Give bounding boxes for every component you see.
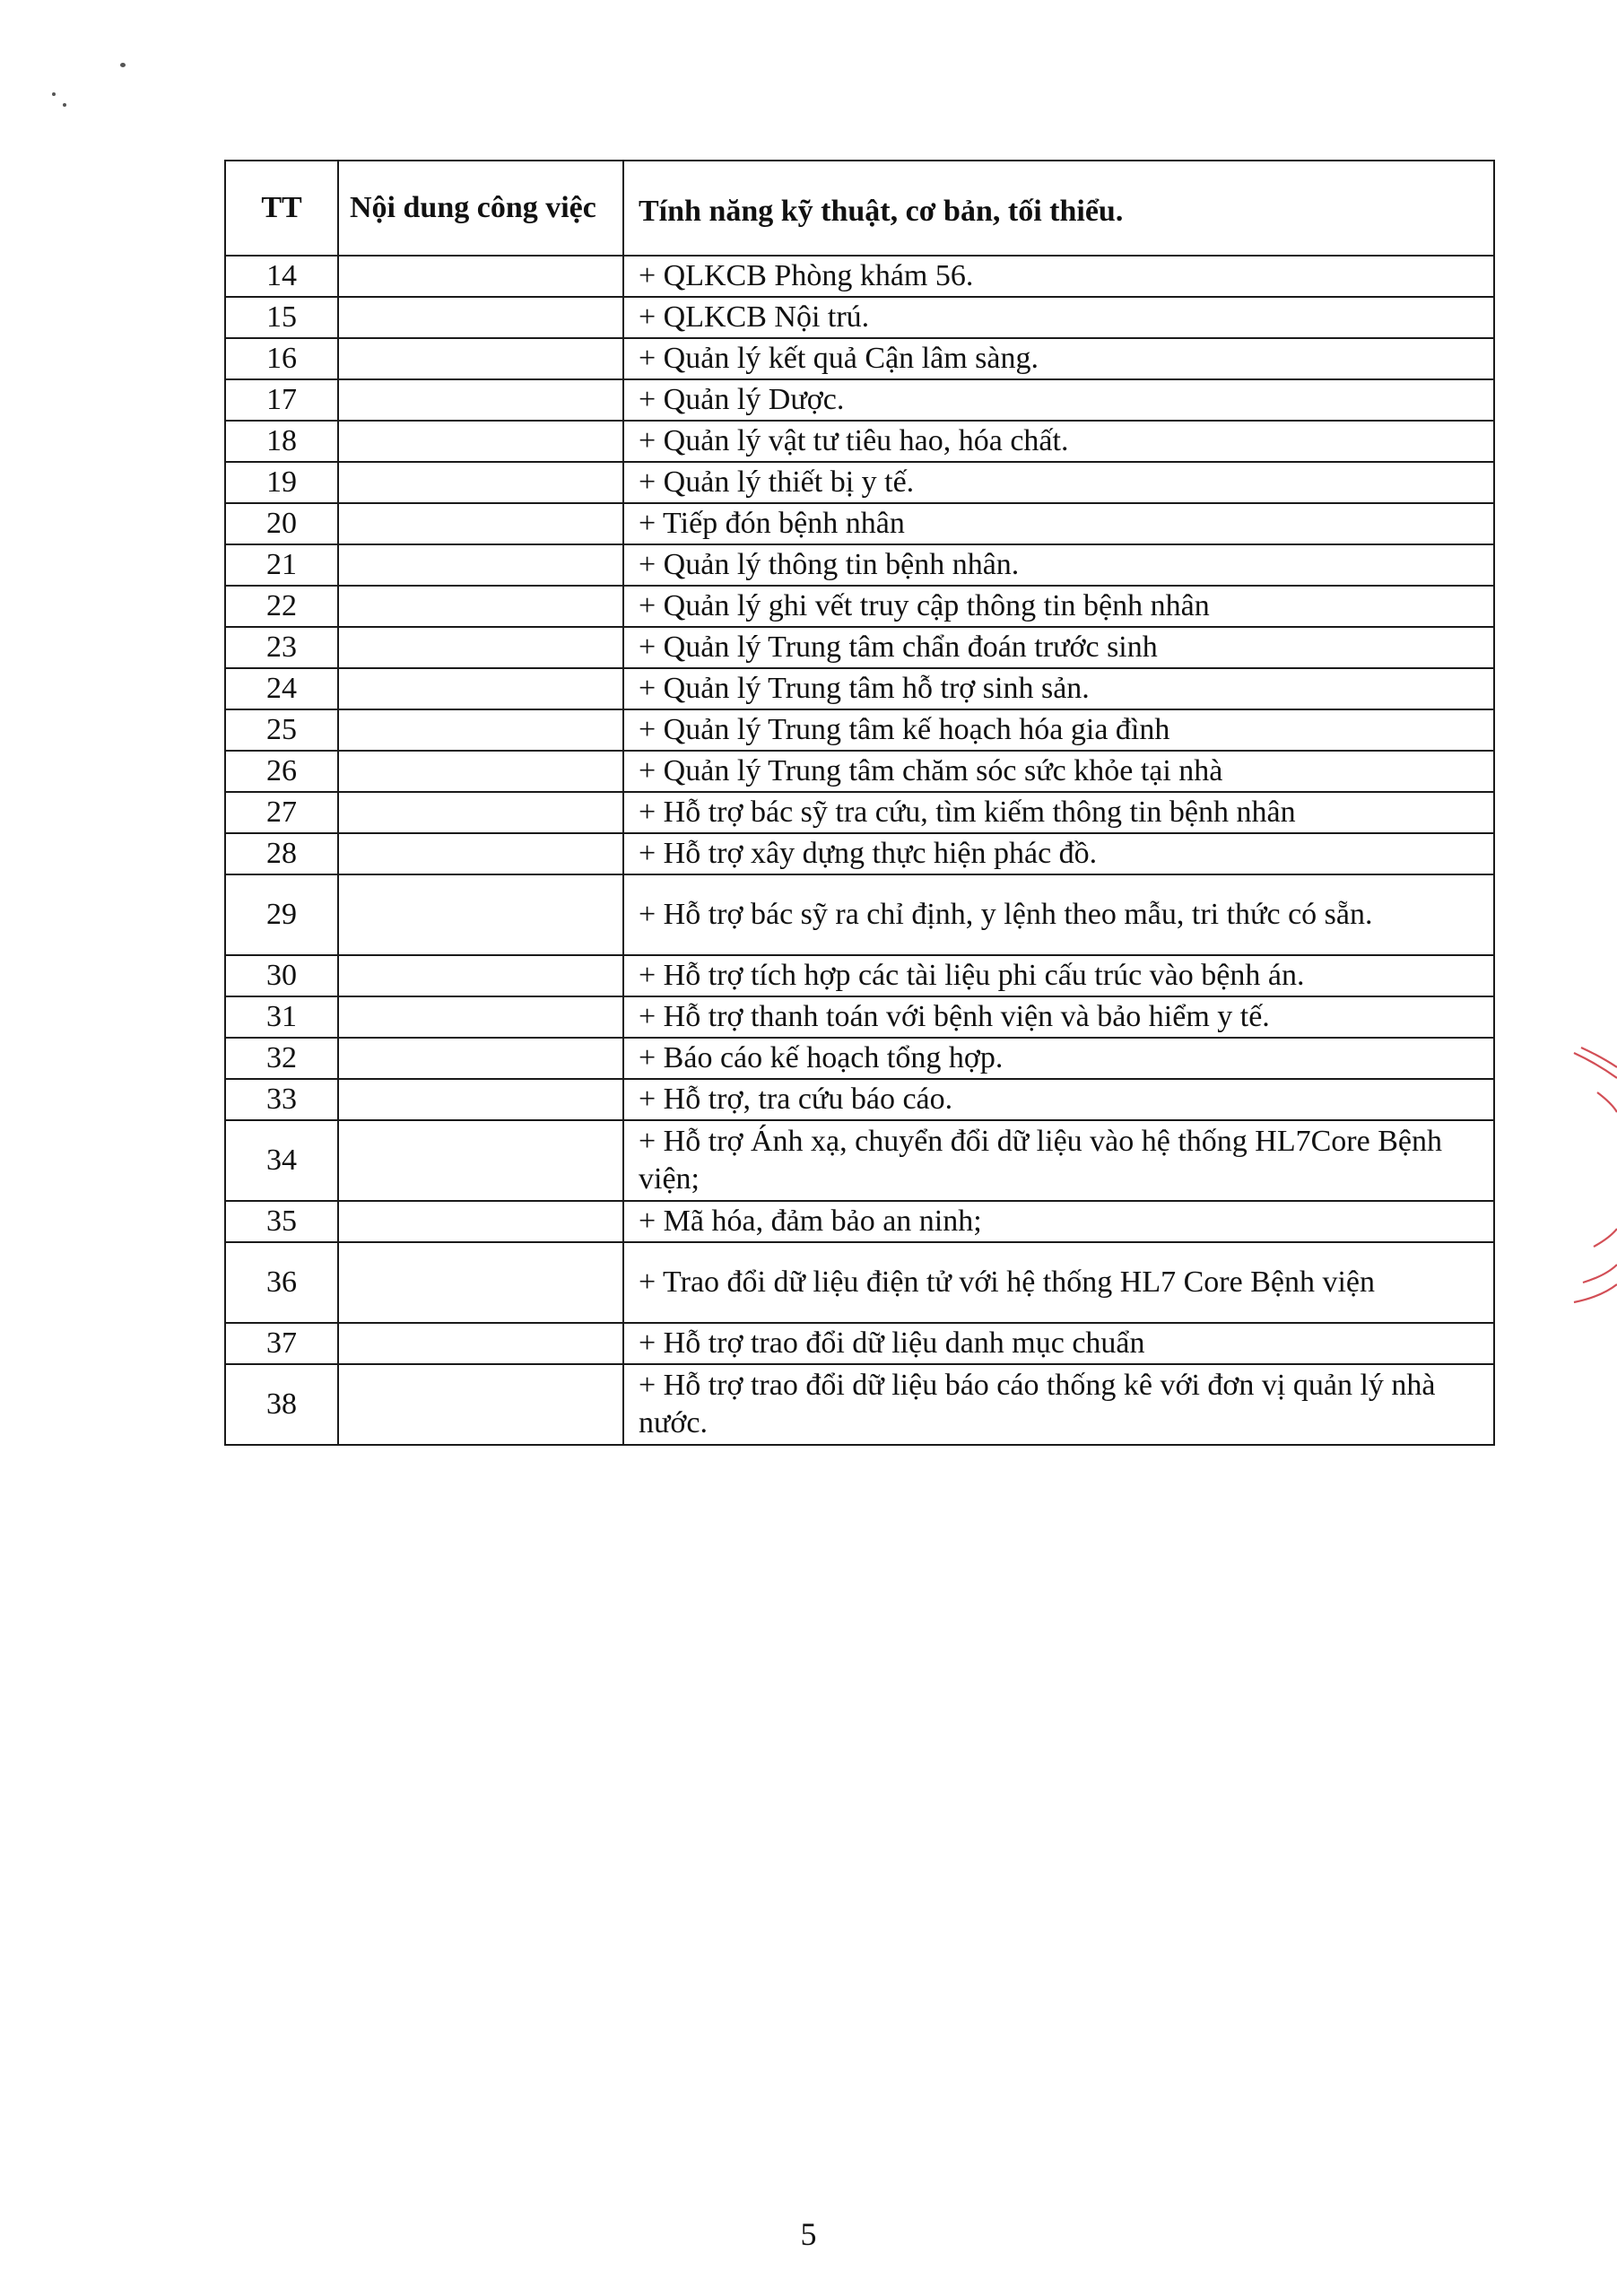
row-tinh-nang-cell: + Hỗ trợ xây dựng thực hiện phác đồ. [623,833,1494,874]
table-row [225,955,1494,996]
table-row [225,996,1494,1038]
row-noi-dung-cell [338,379,623,421]
row-tinh-nang-cell: + Tiếp đón bệnh nhân [623,503,1494,544]
row-noi-dung-cell [338,955,623,996]
table-row [225,256,1494,297]
table-row [225,379,1494,421]
row-tt-cell: 18 [225,421,338,462]
row-tt-cell: 23 [225,627,338,668]
row-noi-dung-cell [338,1038,623,1079]
row-tt-cell: 22 [225,586,338,627]
row-tt-cell: 34 [225,1120,338,1201]
row-tt-cell: 27 [225,792,338,833]
row-noi-dung-cell [338,996,623,1038]
row-noi-dung-cell [338,874,623,955]
table-row [225,1038,1494,1079]
row-noi-dung-cell [338,421,623,462]
table-row [225,1120,1494,1201]
row-tt-cell: 26 [225,751,338,792]
table-row [225,1323,1494,1364]
table-row [225,421,1494,462]
table-row [225,338,1494,379]
row-tinh-nang-cell: + QLKCB Nội trú. [623,297,1494,338]
row-noi-dung-cell [338,1364,623,1445]
row-tt-cell: 32 [225,1038,338,1079]
row-noi-dung-cell [338,709,623,751]
row-noi-dung-cell [338,462,623,503]
row-tinh-nang-cell: + Quản lý vật tư tiêu hao, hóa chất. [623,421,1494,462]
row-noi-dung-cell [338,503,623,544]
row-noi-dung-cell [338,627,623,668]
row-noi-dung-cell [338,1120,623,1201]
row-tinh-nang-cell: + Quản lý ghi vết truy cập thông tin bệnh nhân [623,586,1494,627]
row-tinh-nang-cell: + Hỗ trợ bác sỹ ra chỉ định, y lệnh theo mẫu, tri thức có sẵn. [623,874,1494,955]
row-tinh-nang-cell: + Quản lý Trung tâm chẩn đoán trước sinh [623,627,1494,668]
header-tinh-nang: Tính năng kỹ thuật, cơ bản, tối thiểu. [623,161,1494,256]
header-noi-dung: Nội dung công việc [338,161,623,256]
table-row [225,586,1494,627]
row-noi-dung-cell [338,833,623,874]
row-noi-dung-cell [338,792,623,833]
scan-speck [120,63,126,67]
row-tt-cell: 16 [225,338,338,379]
table-header-row [225,161,1494,256]
table-row [225,627,1494,668]
row-tinh-nang-cell: + Quản lý thông tin bệnh nhân. [623,544,1494,586]
row-tt-cell: 24 [225,668,338,709]
row-tt-cell: 35 [225,1201,338,1242]
table-row [225,1079,1494,1120]
row-tt-cell: 15 [225,297,338,338]
row-tt-cell: 25 [225,709,338,751]
table-row [225,1201,1494,1242]
row-tinh-nang-cell: + Quản lý Trung tâm kế hoạch hóa gia đình [623,709,1494,751]
row-tt-cell: 29 [225,874,338,955]
row-tinh-nang-cell: + Hỗ trợ trao đổi dữ liệu báo cáo thống kê với đơn vị quản lý nhà nước. [623,1364,1494,1445]
row-tinh-nang-cell: + Quản lý Trung tâm hỗ trợ sinh sản. [623,668,1494,709]
table-row [225,544,1494,586]
row-tt-cell: 19 [225,462,338,503]
table-row [225,1364,1494,1445]
scan-speck [63,103,66,107]
row-noi-dung-cell [338,1201,623,1242]
row-tinh-nang-cell: + QLKCB Phòng khám 56. [623,256,1494,297]
table-row [225,833,1494,874]
row-noi-dung-cell [338,1323,623,1364]
row-noi-dung-cell [338,256,623,297]
row-tinh-nang-cell: + Báo cáo kế hoạch tổng hợp. [623,1038,1494,1079]
row-tt-cell: 33 [225,1079,338,1120]
row-noi-dung-cell [338,1242,623,1323]
table-row [225,668,1494,709]
row-tt-cell: 14 [225,256,338,297]
row-tinh-nang-cell: + Hỗ trợ, tra cứu báo cáo. [623,1079,1494,1120]
row-noi-dung-cell [338,544,623,586]
row-noi-dung-cell [338,586,623,627]
table-row [225,1242,1494,1323]
row-noi-dung-cell [338,668,623,709]
row-tt-cell: 20 [225,503,338,544]
row-tinh-nang-cell: + Quản lý thiết bị y tế. [623,462,1494,503]
row-noi-dung-cell [338,1079,623,1120]
stamp-seal-icon [1538,1040,1617,1336]
table-row [225,462,1494,503]
row-tinh-nang-cell: + Hỗ trợ Ánh xạ, chuyển đổi dữ liệu vào hệ thống HL7Core Bệnh viện; [623,1120,1494,1201]
table-body [225,256,1494,1445]
table-row [225,874,1494,955]
row-tinh-nang-cell: + Hỗ trợ thanh toán với bệnh viện và bảo hiểm y tế. [623,996,1494,1038]
row-tt-cell: 31 [225,996,338,1038]
table-row [225,751,1494,792]
table-row [225,792,1494,833]
row-tt-cell: 36 [225,1242,338,1323]
row-tinh-nang-cell: + Quản lý Dược. [623,379,1494,421]
red-stamp [1538,1040,1617,1336]
row-tt-cell: 17 [225,379,338,421]
table-row [225,297,1494,338]
scan-speck [52,92,56,96]
row-noi-dung-cell [338,297,623,338]
table-row [225,709,1494,751]
row-tinh-nang-cell: + Quản lý kết quả Cận lâm sàng. [623,338,1494,379]
row-noi-dung-cell [338,338,623,379]
row-noi-dung-cell [338,751,623,792]
row-tt-cell: 30 [225,955,338,996]
table-row [225,503,1494,544]
row-tinh-nang-cell: + Hỗ trợ bác sỹ tra cứu, tìm kiếm thông tin bệnh nhân [623,792,1494,833]
spec-table [224,160,1495,1446]
row-tinh-nang-cell: + Quản lý Trung tâm chăm sóc sức khỏe tại nhà [623,751,1494,792]
page-number: 5 [800,2216,817,2252]
row-tinh-nang-cell: + Hỗ trợ trao đổi dữ liệu danh mục chuẩn [623,1323,1494,1364]
row-tt-cell: 37 [225,1323,338,1364]
row-tt-cell: 38 [225,1364,338,1445]
row-tt-cell: 28 [225,833,338,874]
header-tt: TT [225,161,338,256]
row-tinh-nang-cell: + Trao đổi dữ liệu điện tử với hệ thống HL7 Core Bệnh viện [623,1242,1494,1323]
row-tinh-nang-cell: + Mã hóa, đảm bảo an ninh; [623,1201,1494,1242]
row-tinh-nang-cell: + Hỗ trợ tích hợp các tài liệu phi cấu trúc vào bệnh án. [623,955,1494,996]
row-tt-cell: 21 [225,544,338,586]
